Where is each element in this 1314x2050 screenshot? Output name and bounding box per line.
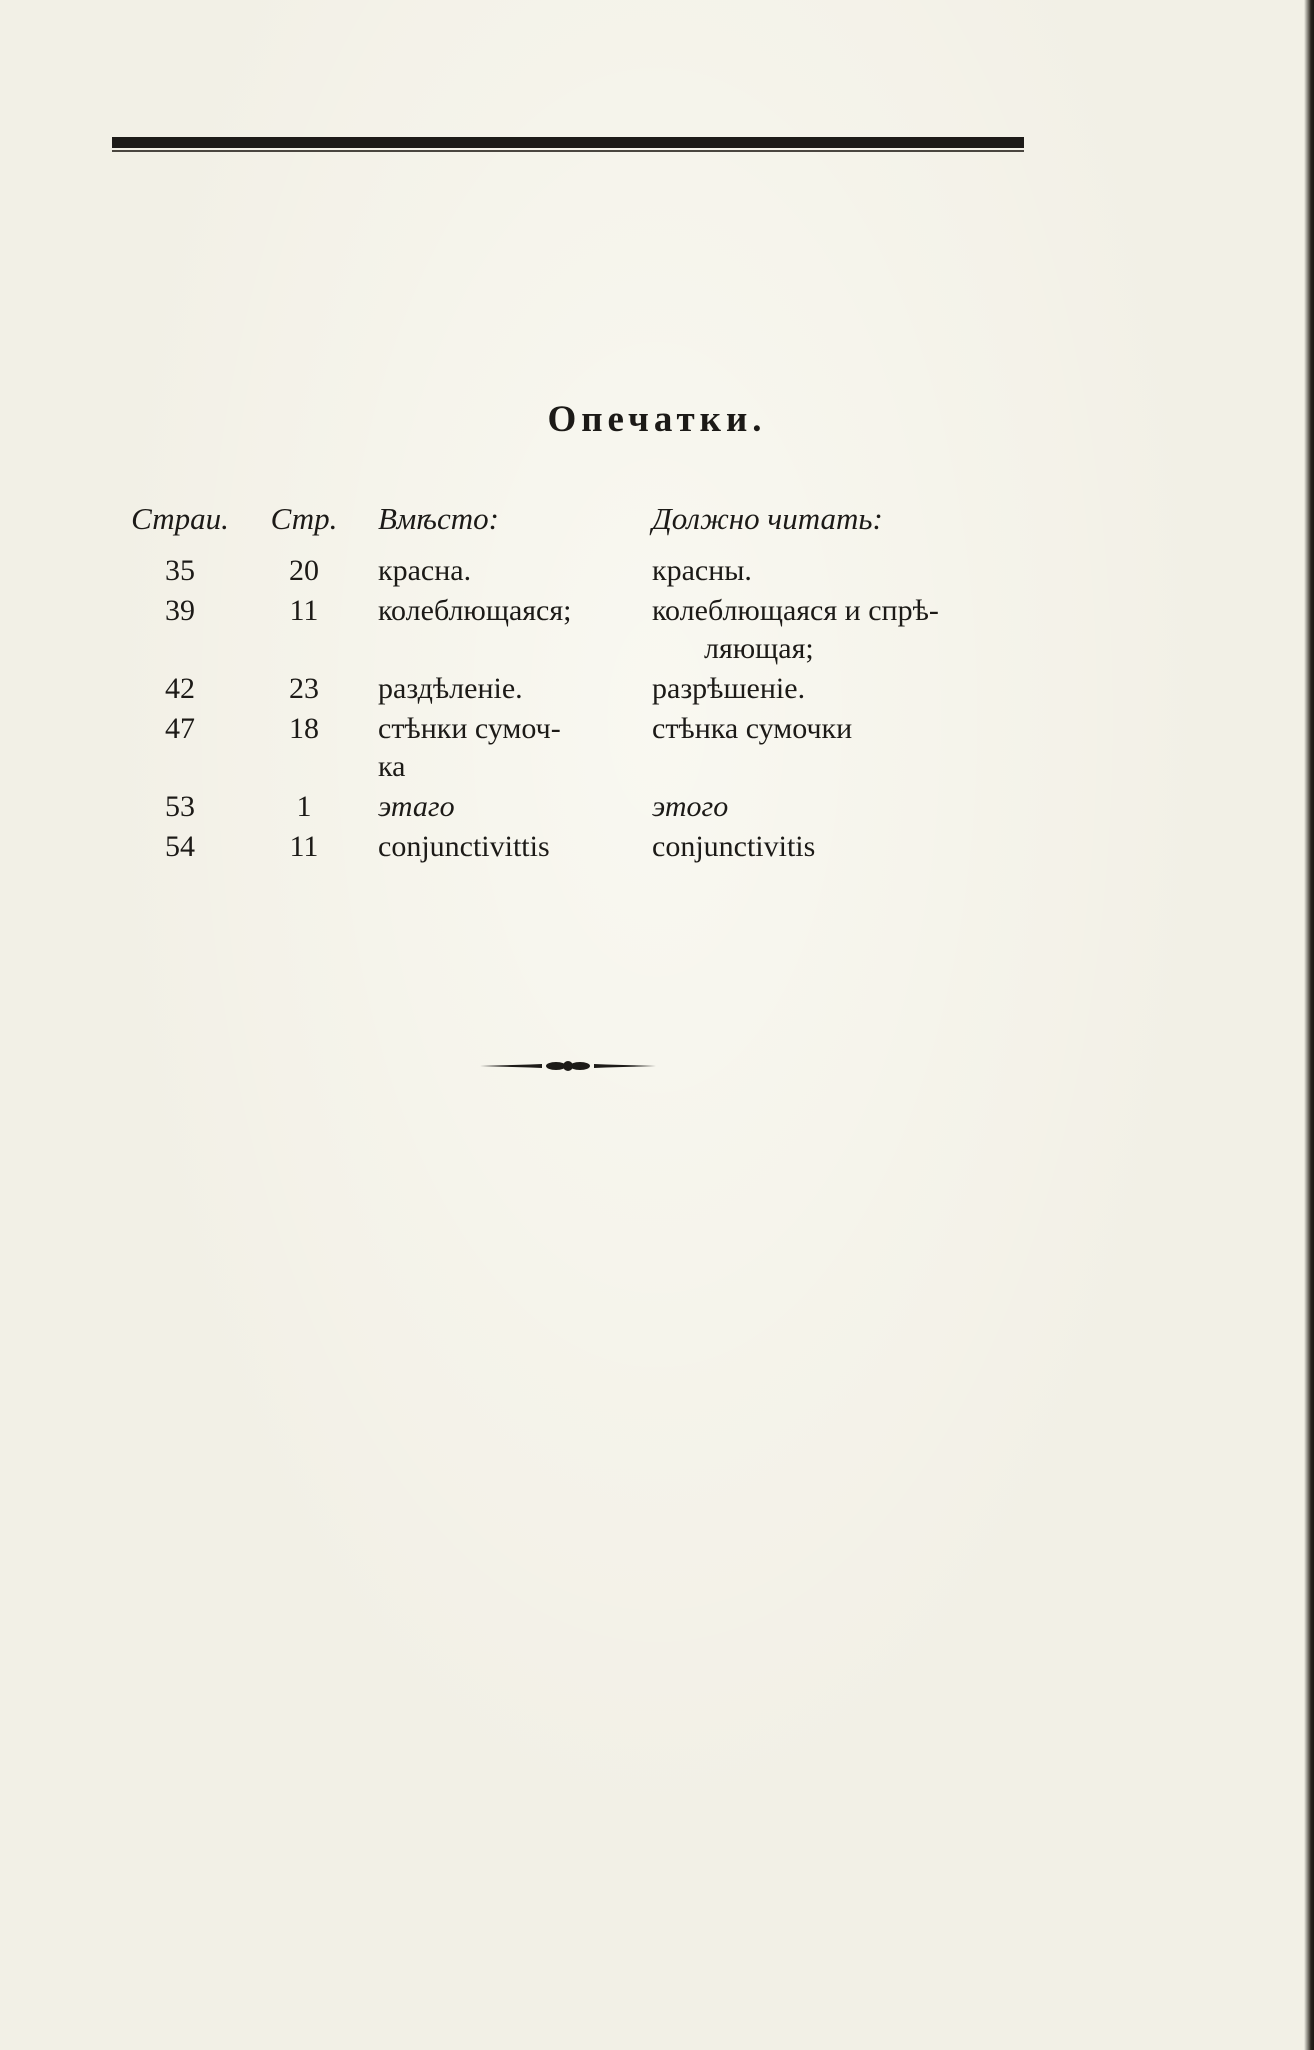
line-number: 20	[289, 554, 319, 587]
wrong-text	[360, 788, 646, 826]
correct-text	[646, 828, 1026, 866]
errata-row	[112, 828, 1032, 866]
correct-text	[646, 670, 1026, 708]
line-number: 1	[296, 790, 312, 823]
wrong-text	[360, 552, 646, 590]
correct-text-continuation: ляющая;	[704, 632, 814, 665]
errata-header-row	[112, 500, 1032, 538]
errata-row	[112, 592, 1032, 668]
errata-table	[112, 500, 1032, 868]
wrong-text-line: этаго	[378, 790, 455, 823]
wrong-text-line: раздѣленіе.	[378, 672, 523, 705]
header-line: Стр.	[270, 501, 338, 536]
wrong-text-line: стѣнки сумоч-	[378, 712, 561, 745]
header-instead: Вмѣсто:	[378, 501, 499, 536]
header-should-read: Должно читать:	[652, 501, 883, 536]
page-number: 39	[165, 594, 195, 627]
top-rule	[112, 137, 1024, 148]
errata-row	[112, 710, 1032, 786]
correct-text-line: conjunctivitis	[652, 830, 816, 863]
page-number: 54	[165, 830, 195, 863]
page-number: 47	[165, 712, 195, 745]
header-page: Страи.	[131, 501, 229, 536]
errata-row	[112, 670, 1032, 708]
errata-row	[112, 788, 1032, 826]
page-title: Опечатки.	[547, 399, 767, 440]
correct-text	[646, 788, 1026, 826]
correct-text	[646, 710, 1026, 748]
wrong-text	[360, 670, 646, 708]
correct-text-line: этого	[652, 790, 729, 823]
line-number: 11	[289, 594, 319, 627]
wrong-text	[360, 592, 646, 630]
errata-row	[112, 552, 1032, 590]
correct-text-line: стѣнка сумочки	[652, 712, 853, 745]
wrong-text-continuation: ка	[378, 750, 406, 783]
wrong-text-line: conjunctivittis	[378, 830, 550, 863]
line-number: 23	[289, 672, 319, 705]
correct-text	[646, 592, 1026, 668]
correct-text-line: разрѣшеніе.	[652, 672, 806, 705]
page-number: 42	[165, 672, 195, 705]
page-number: 53	[165, 790, 195, 823]
correct-text-line: красны.	[652, 554, 752, 587]
wrong-text-line: колеблющаяся;	[378, 594, 572, 627]
correct-text-line: колеблющаяся и спрѣ-	[652, 594, 939, 627]
correct-text	[646, 552, 1026, 590]
page-edge-shadow	[1304, 0, 1314, 2050]
line-number: 18	[289, 712, 319, 745]
page-number: 35	[165, 554, 195, 587]
wrong-text	[360, 710, 646, 786]
ornament-divider-icon	[480, 1058, 656, 1074]
wrong-text	[360, 828, 646, 866]
line-number: 11	[289, 830, 319, 863]
wrong-text-line: красна.	[378, 554, 472, 587]
